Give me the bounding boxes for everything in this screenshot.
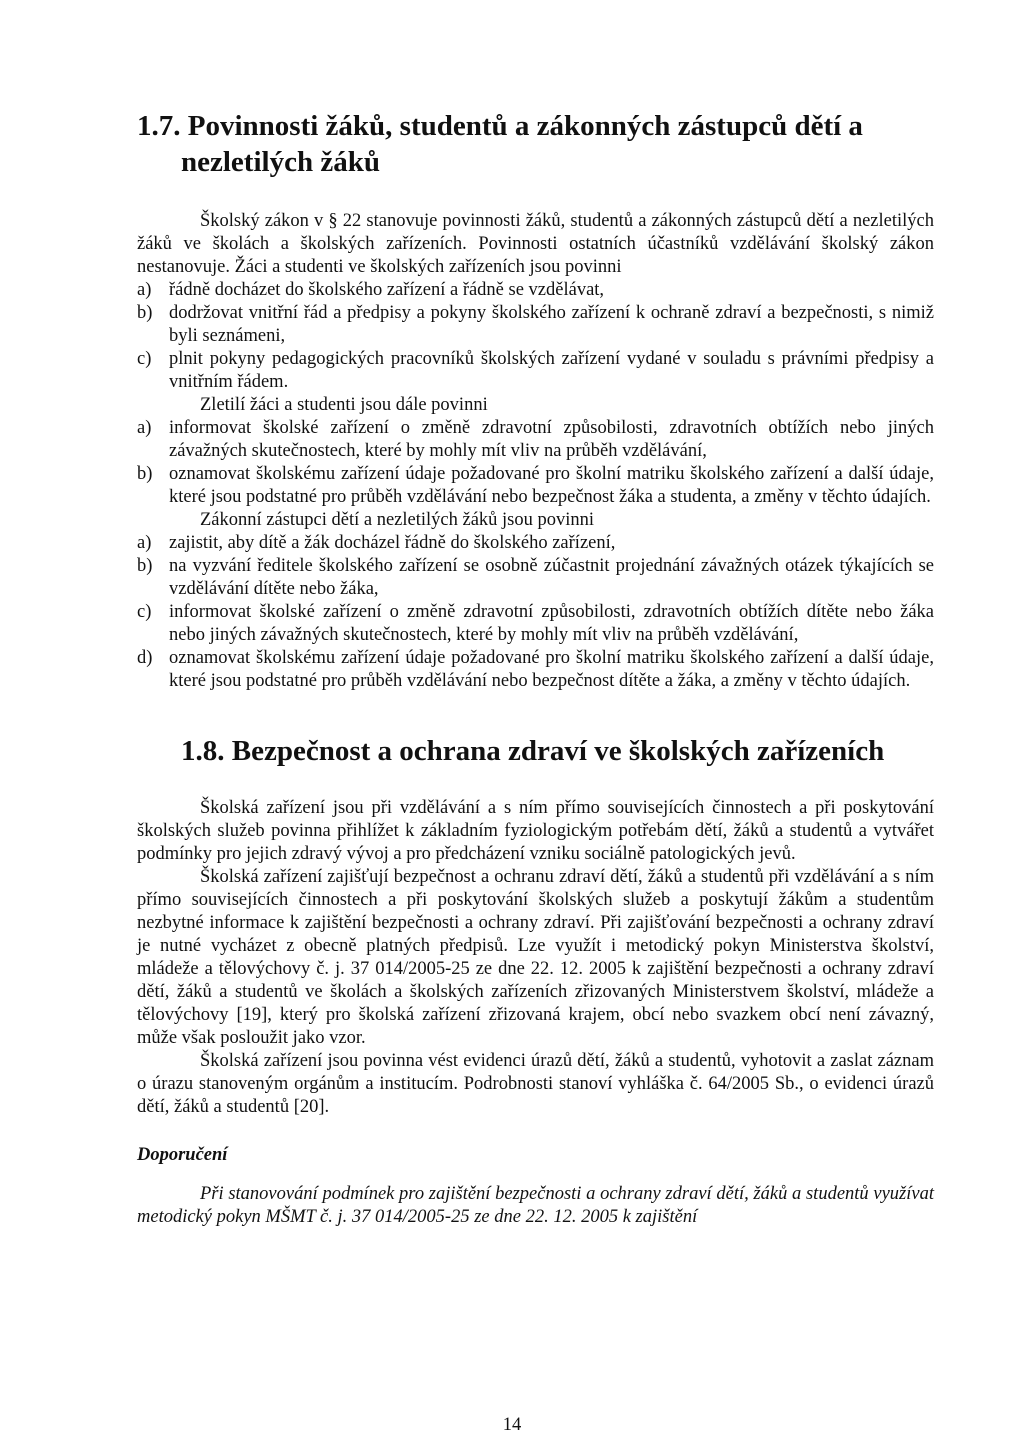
page-number: 14: [502, 1415, 522, 1435]
list-item-text: na vyzvání ředitele školského zařízení se osobně zúčastnit projednání závažných otázek týkajících se vzdělávání dítěte nebo žáka,: [169, 555, 934, 599]
list-item: [137, 647, 934, 693]
list-item: [137, 601, 934, 647]
section-1-8-paragraph-1: Školská zařízení jsou při vzdělávání a s ním přímo souvisejících činnostech a při poskytování školských služeb povinna přihlížet k základním fyziologickým potřebám dětí, žáků a studentů a vytvářet podmínky pro jejich zdravý vývoj a pro předcházení vzniku sociálně patologických jevů.: [137, 797, 934, 864]
list-item-text: informovat školské zařízení o změně zdravotní způsobilosti, zdravotních obtížích dítěte nebo žáka nebo jiných závažných skutečnostech, které by mohly mít vliv na průběh vzdělávání,: [169, 601, 934, 645]
page-content: [137, 108, 934, 1229]
section-heading-1-7: 1.7. Povinnosti žáků, studentů a zákonných zástupců dětí a nezletilých žáků: [137, 110, 863, 179]
adult-students-intro: Zletilí žáci a studenti jsou dále povinni: [200, 394, 488, 415]
section-heading-1-8: 1.8. Bezpečnost a ochrana zdraví ve školských zařízeních: [181, 734, 885, 767]
list-marker: c): [137, 601, 152, 622]
list-item-text: plnit pokyny pedagogických pracovníků školských zařízení vydané v souladu s právními předpisy a vnitřním řádem.: [169, 348, 934, 392]
list-marker: b): [137, 555, 153, 576]
list-marker: a): [137, 279, 152, 300]
list-marker: c): [137, 348, 152, 369]
list-item: [137, 555, 934, 601]
list-item: [137, 348, 934, 394]
section-1-8-paragraph-2: Školská zařízení zajišťují bezpečnost a ochranu zdraví dětí, žáků a studentů při vzdělávání a s ním přímo souvisejících činnostech a při poskytování školských služeb a poskytují žákům a studentům nezbytné informace k zajištění bezpečnosti a ochrany zdraví. Při zajišťování bezpečnosti a ochrany zdraví je nutné vycházet z obecně platných předpisů. Lze využít i metodický pokyn Ministerstva školství, mládeže a tělovýchovy č. j. 37 014/2005-25 ze dne 22. 12. 2005 k zajištění bezpečnosti a ochrany zdraví dětí, žáků a studentů ve školách a školských zařízeních zřizovaných Ministerstvem školství, mládeže a tělovýchovy [19], který pro školská zařízení zřizovaná krajem, obcí nebo svazkem obcí není závazný, může však posloužit jako vzor.: [137, 866, 934, 1048]
list-item-text: řádně docházet do školského zařízení a řádně se vzdělávat,: [169, 279, 605, 300]
list-item-text: oznamovat školskému zařízení údaje požadované pro školní matriku školského zařízení a další údaje, které jsou podstatné pro průběh vzdělávání nebo bezpečnost dítěte a žáka, a změny v těchto údajích.: [169, 647, 934, 691]
list-marker: b): [137, 463, 153, 484]
list-item: [137, 532, 934, 555]
list-marker: b): [137, 302, 153, 323]
list-marker: d): [137, 647, 153, 668]
list-item-text: oznamovat školskému zařízení údaje požadované pro školní matriku školského zařízení a další údaje, které jsou podstatné pro průběh vzdělávání nebo bezpečnost žáka a studenta, a změny v těchto údajích.: [169, 463, 934, 507]
list-marker: a): [137, 532, 152, 553]
list-item: [137, 463, 934, 509]
list-item: [137, 302, 934, 348]
students-duties-list: [137, 279, 934, 394]
list-item: [137, 279, 934, 302]
recommendation-text: Při stanovování podmínek pro zajištění bezpečnosti a ochrany zdraví dětí, žáků a studentů využívat metodický pokyn MŠMT č. j. 37 014/2005-25 ze dne 22. 12. 2005 k zajištění: [137, 1183, 934, 1227]
list-item-text: informovat školské zařízení o změně zdravotní způsobilosti, zdravotních obtížích nebo jiných závažných skutečnostech, které by mohly mít vliv na průběh vzdělávání,: [169, 417, 934, 461]
recommendation-heading: Doporučení: [137, 1144, 228, 1165]
guardians-intro: Zákonní zástupci dětí a nezletilých žáků jsou povinni: [200, 509, 595, 530]
section-1-7-intro: Školský zákon v § 22 stanovuje povinnosti žáků, studentů a zákonných zástupců dětí a nezletilých žáků ve školách a školských zařízeních. Povinnosti ostatních účastníků vzdělávání školský zákon nestanovuje. Žáci a studenti ve školských zařízeních jsou povinni: [137, 210, 934, 277]
adult-students-duties-list: [137, 417, 934, 509]
list-item-text: dodržovat vnitřní řád a předpisy a pokyny školského zařízení k ochraně zdraví a bezpečnosti, s nimiž byli seznámeni,: [169, 302, 934, 346]
list-marker: a): [137, 417, 152, 438]
list-item-text: zajistit, aby dítě a žák docházel řádně do školského zařízení,: [169, 532, 616, 553]
guardians-duties-list: [137, 532, 934, 693]
list-item: [137, 417, 934, 463]
section-1-8-paragraph-3: Školská zařízení jsou povinna vést evidenci úrazů dětí, žáků a studentů, vyhotovit a zaslat záznam o úrazu stanoveným orgánům a institucím. Podrobnosti stanoví vyhláška č. 64/2005 Sb., o evidenci úrazů dětí, žáků a studentů [20].: [137, 1050, 934, 1117]
